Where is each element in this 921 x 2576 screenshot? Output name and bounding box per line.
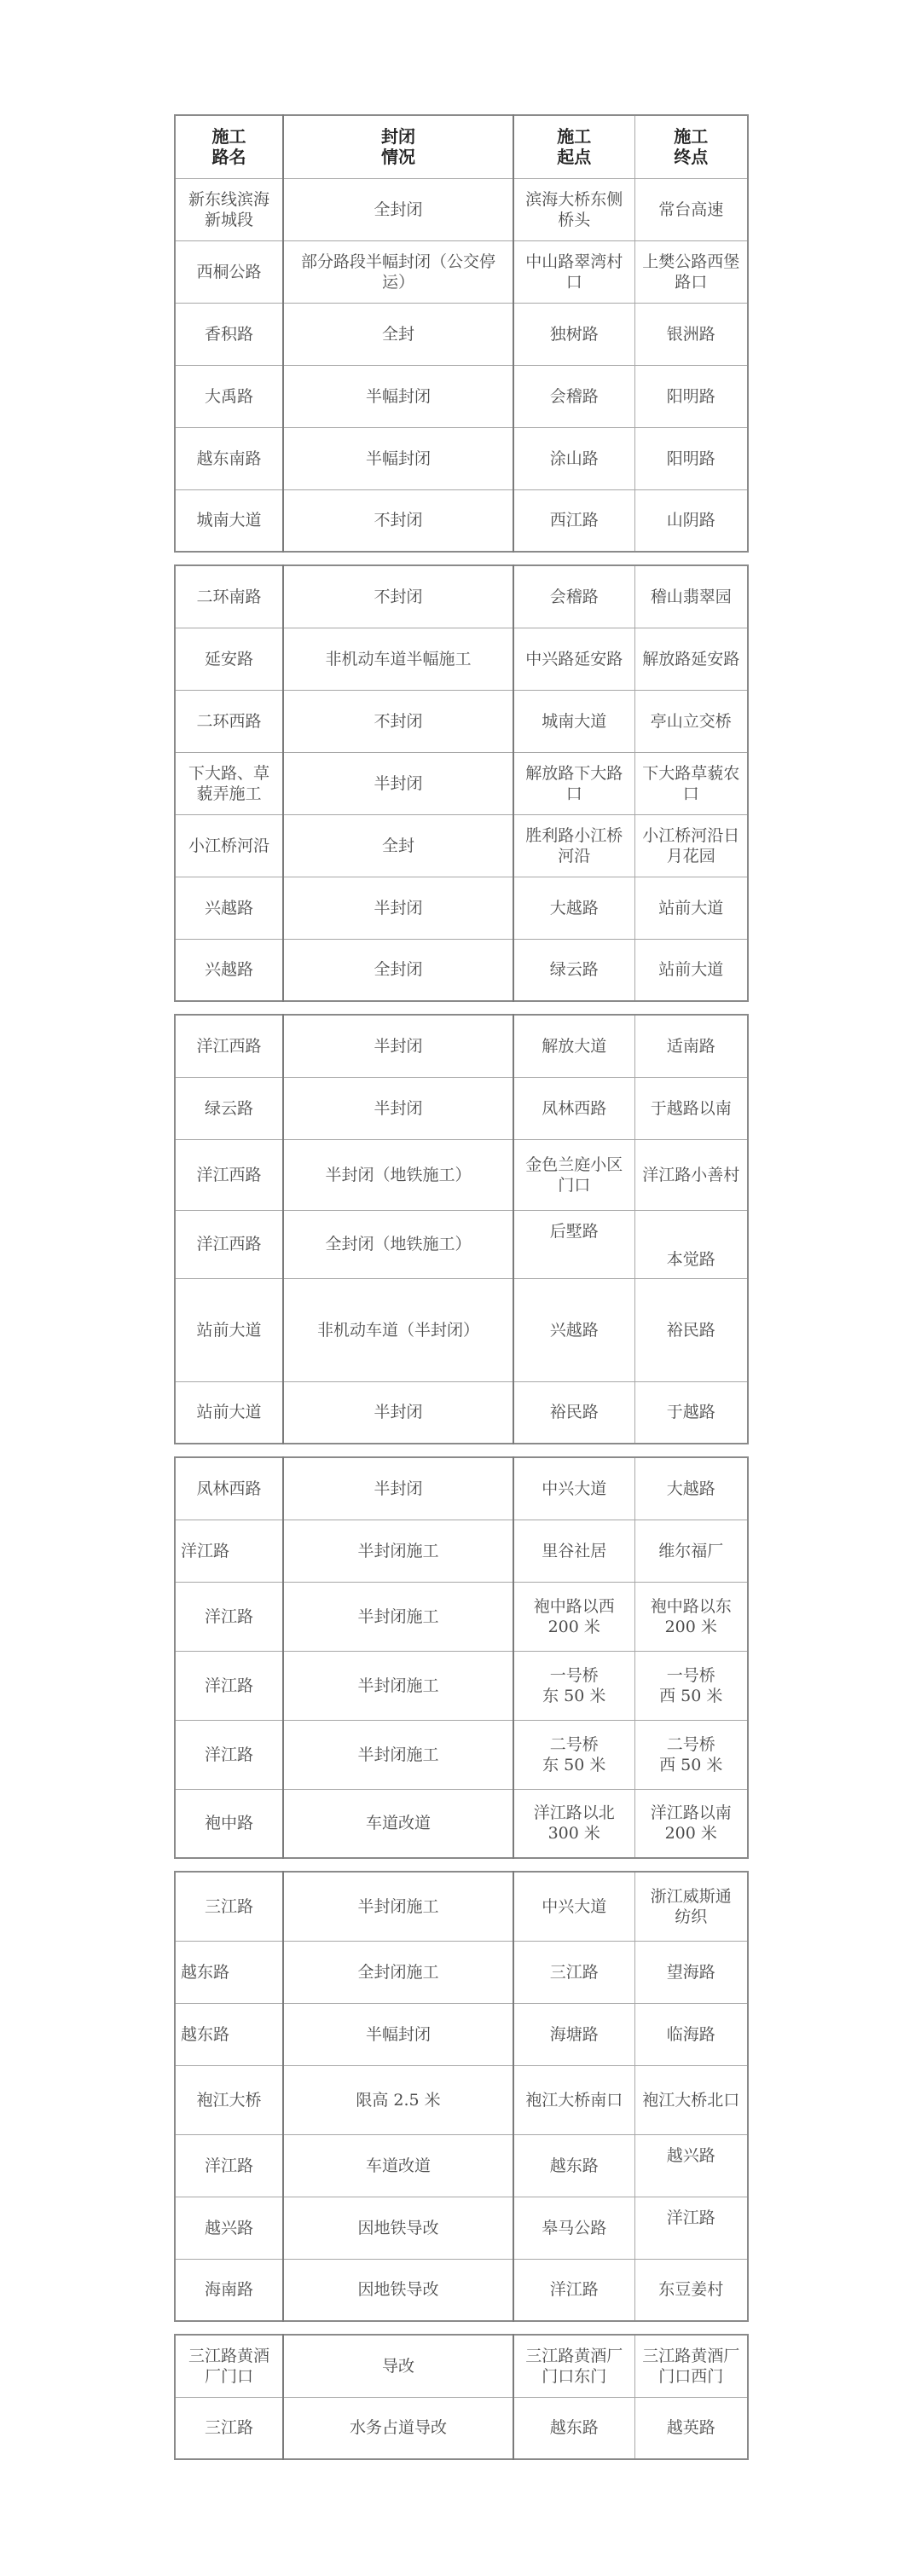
end-point-cell: 站前大道 [634, 877, 748, 939]
table-row [175, 240, 748, 303]
start-point-cell: 里谷社居 [513, 1520, 634, 1582]
start-point-cell: 皋马公路 [513, 2197, 634, 2259]
table-row [175, 1941, 748, 2003]
road-name-cell: 绿云路 [175, 1077, 283, 1139]
closure-status-cell: 非机动车道（半封闭） [283, 1278, 513, 1381]
end-point-cell: 洋江路小善村 [634, 1139, 748, 1210]
end-point-cell: 望海路 [634, 1941, 748, 2003]
road-name-cell: 兴越路 [175, 939, 283, 1001]
start-point-cell: 中兴路延安路 [513, 628, 634, 690]
road-works-table-3 [174, 1014, 749, 1444]
table-header-row [175, 115, 748, 178]
end-point-cell: 山阴路 [634, 489, 748, 552]
start-point-cell: 凤林西路 [513, 1077, 634, 1139]
table-row [175, 814, 748, 877]
table-row [175, 1278, 748, 1381]
header-end-point: 施工 终点 [634, 115, 748, 178]
end-point-cell: 稽山翡翠园 [634, 565, 748, 628]
table-row [175, 2259, 748, 2321]
end-point-cell: 袍江大桥北口 [634, 2065, 748, 2134]
end-point-cell: 阳明路 [634, 427, 748, 489]
table-row [175, 489, 748, 552]
road-name-cell: 城南大道 [175, 489, 283, 552]
end-point-cell: 解放路延安路 [634, 628, 748, 690]
closure-status-cell: 半幅封闭 [283, 427, 513, 489]
closure-status-cell: 车道改道 [283, 1789, 513, 1858]
start-point-cell: 城南大道 [513, 690, 634, 752]
table-row [175, 1872, 748, 1941]
end-point-cell: 裕民路 [634, 1278, 748, 1381]
end-point-cell: 洋江路 [634, 2197, 748, 2259]
road-name-cell: 洋江路 [175, 1520, 283, 1582]
road-name-cell: 袍中路 [175, 1789, 283, 1858]
start-point-cell: 一号桥 东 50 米 [513, 1651, 634, 1720]
closure-status-cell: 半幅封闭 [283, 365, 513, 427]
closure-status-cell: 不封闭 [283, 489, 513, 552]
road-works-table-4 [174, 1456, 749, 1859]
start-point-cell: 解放路下大路口 [513, 752, 634, 814]
road-name-cell: 下大路、草藐弄施工 [175, 752, 283, 814]
table-row [175, 752, 748, 814]
road-name-cell: 洋江路 [175, 1720, 283, 1789]
start-point-cell: 海塘路 [513, 2003, 634, 2065]
road-works-table-2 [174, 564, 749, 1002]
end-point-cell: 东豆姜村 [634, 2259, 748, 2321]
road-name-cell: 小江桥河沿 [175, 814, 283, 877]
start-point-cell: 袍中路以西 200 米 [513, 1582, 634, 1651]
closure-status-cell: 半封闭 [283, 1457, 513, 1520]
closure-status-cell: 导改 [283, 2335, 513, 2397]
table-row [175, 628, 748, 690]
start-point-cell: 独树路 [513, 303, 634, 365]
table-row [175, 2335, 748, 2397]
start-point-cell: 越东路 [513, 2397, 634, 2459]
start-point-cell: 涂山路 [513, 427, 634, 489]
closure-status-cell: 全封闭（地铁施工） [283, 1210, 513, 1278]
start-point-cell: 中兴大道 [513, 1457, 634, 1520]
end-point-cell: 三江路黄酒厂门口西门 [634, 2335, 748, 2397]
start-point-cell: 大越路 [513, 877, 634, 939]
closure-status-cell: 半封闭 [283, 1077, 513, 1139]
table-row [175, 877, 748, 939]
table-row [175, 1015, 748, 1077]
start-point-cell: 会稽路 [513, 365, 634, 427]
road-works-table-1 [174, 114, 749, 553]
road-works-table-5 [174, 1871, 749, 2322]
table-row [175, 178, 748, 240]
start-point-cell: 兴越路 [513, 1278, 634, 1381]
end-point-cell: 阳明路 [634, 365, 748, 427]
table-row [175, 1720, 748, 1789]
road-name-cell: 越东南路 [175, 427, 283, 489]
table-row [175, 565, 748, 628]
table-row [175, 1210, 748, 1278]
start-point-cell: 三江路黄酒厂门口东门 [513, 2335, 634, 2397]
road-name-cell: 袍江大桥 [175, 2065, 283, 2134]
end-point-cell: 洋江路以南 200 米 [634, 1789, 748, 1858]
end-point-cell: 袍中路以东 200 米 [634, 1582, 748, 1651]
road-name-cell: 站前大道 [175, 1278, 283, 1381]
closure-status-cell: 全封闭施工 [283, 1941, 513, 2003]
end-point-cell: 亭山立交桥 [634, 690, 748, 752]
start-point-cell: 洋江路以北 300 米 [513, 1789, 634, 1858]
closure-status-cell: 全封 [283, 303, 513, 365]
end-point-cell: 临海路 [634, 2003, 748, 2065]
end-point-cell: 一号桥 西 50 米 [634, 1651, 748, 1720]
end-point-cell: 本觉路 [634, 1210, 748, 1278]
closure-status-cell: 全封 [283, 814, 513, 877]
table-row [175, 2065, 748, 2134]
closure-status-cell: 限高 2.5 米 [283, 2065, 513, 2134]
road-name-cell: 延安路 [175, 628, 283, 690]
road-name-cell: 越东路 [175, 2003, 283, 2065]
start-point-cell: 三江路 [513, 1941, 634, 2003]
road-works-table-6 [174, 2334, 749, 2460]
start-point-cell: 西江路 [513, 489, 634, 552]
end-point-cell: 大越路 [634, 1457, 748, 1520]
table-row [175, 1077, 748, 1139]
start-point-cell: 滨海大桥东侧桥头 [513, 178, 634, 240]
road-name-cell: 洋江西路 [175, 1015, 283, 1077]
road-name-cell: 洋江路 [175, 1651, 283, 1720]
table-row [175, 365, 748, 427]
closure-status-cell: 因地铁导改 [283, 2259, 513, 2321]
start-point-cell: 中兴大道 [513, 1872, 634, 1941]
table-row [175, 2197, 748, 2259]
end-point-cell: 二号桥 西 50 米 [634, 1720, 748, 1789]
start-point-cell: 裕民路 [513, 1381, 634, 1444]
table-row [175, 2003, 748, 2065]
road-name-cell: 洋江西路 [175, 1210, 283, 1278]
road-name-cell: 兴越路 [175, 877, 283, 939]
end-point-cell: 小江桥河沿日月花园 [634, 814, 748, 877]
start-point-cell: 绿云路 [513, 939, 634, 1001]
closure-status-cell: 半封闭 [283, 1381, 513, 1444]
end-point-cell: 越兴路 [634, 2134, 748, 2197]
closure-status-cell: 半封闭 [283, 752, 513, 814]
header-road-name: 施工 路名 [175, 115, 283, 178]
road-name-cell: 越东路 [175, 1941, 283, 2003]
start-point-cell: 越东路 [513, 2134, 634, 2197]
end-point-cell: 越英路 [634, 2397, 748, 2459]
closure-status-cell: 半封闭施工 [283, 1651, 513, 1720]
road-name-cell: 洋江西路 [175, 1139, 283, 1210]
start-point-cell: 解放大道 [513, 1015, 634, 1077]
closure-status-cell: 半封闭（地铁施工） [283, 1139, 513, 1210]
header-closure-status: 封闭 情况 [283, 115, 513, 178]
table-row [175, 1381, 748, 1444]
road-name-cell: 二环西路 [175, 690, 283, 752]
end-point-cell: 浙江威斯通 纺织 [634, 1872, 748, 1941]
start-point-cell: 中山路翠湾村口 [513, 240, 634, 303]
road-name-cell: 洋江路 [175, 1582, 283, 1651]
start-point-cell: 金色兰庭小区门口 [513, 1139, 634, 1210]
table-row [175, 2397, 748, 2459]
road-works-document [174, 114, 747, 2472]
closure-status-cell: 半封闭施工 [283, 1582, 513, 1651]
road-name-cell: 二环南路 [175, 565, 283, 628]
road-name-cell: 三江路 [175, 1872, 283, 1941]
end-point-cell: 常台高速 [634, 178, 748, 240]
closure-status-cell: 半封闭施工 [283, 1720, 513, 1789]
end-point-cell: 下大路草藐农口 [634, 752, 748, 814]
road-name-cell: 凤林西路 [175, 1457, 283, 1520]
table-row [175, 1457, 748, 1520]
end-point-cell: 于越路 [634, 1381, 748, 1444]
road-name-cell: 海南路 [175, 2259, 283, 2321]
table-row [175, 1789, 748, 1858]
table-row [175, 427, 748, 489]
road-name-cell: 洋江路 [175, 2134, 283, 2197]
road-name-cell: 三江路黄酒厂门口 [175, 2335, 283, 2397]
table-row [175, 1582, 748, 1651]
closure-status-cell: 半封闭施工 [283, 1520, 513, 1582]
table-row [175, 1651, 748, 1720]
road-name-cell: 香积路 [175, 303, 283, 365]
closure-status-cell: 不封闭 [283, 690, 513, 752]
table-row [175, 690, 748, 752]
end-point-cell: 银洲路 [634, 303, 748, 365]
start-point-cell: 后墅路 [513, 1210, 634, 1278]
road-name-cell: 三江路 [175, 2397, 283, 2459]
closure-status-cell: 不封闭 [283, 565, 513, 628]
closure-status-cell: 车道改道 [283, 2134, 513, 2197]
table-row [175, 303, 748, 365]
closure-status-cell: 非机动车道半幅施工 [283, 628, 513, 690]
road-name-cell: 大禹路 [175, 365, 283, 427]
closure-status-cell: 因地铁导改 [283, 2197, 513, 2259]
closure-status-cell: 水务占道导改 [283, 2397, 513, 2459]
start-point-cell: 二号桥 东 50 米 [513, 1720, 634, 1789]
road-name-cell: 站前大道 [175, 1381, 283, 1444]
closure-status-cell: 全封闭 [283, 178, 513, 240]
closure-status-cell: 全封闭 [283, 939, 513, 1001]
header-start-point: 施工 起点 [513, 115, 634, 178]
table-row [175, 1139, 748, 1210]
start-point-cell: 会稽路 [513, 565, 634, 628]
start-point-cell: 胜利路小江桥河沿 [513, 814, 634, 877]
end-point-cell: 站前大道 [634, 939, 748, 1001]
closure-status-cell: 部分路段半幅封闭（公交停运） [283, 240, 513, 303]
closure-status-cell: 半幅封闭 [283, 2003, 513, 2065]
end-point-cell: 维尔福厂 [634, 1520, 748, 1582]
closure-status-cell: 半封闭施工 [283, 1872, 513, 1941]
table-row [175, 939, 748, 1001]
end-point-cell: 于越路以南 [634, 1077, 748, 1139]
start-point-cell: 洋江路 [513, 2259, 634, 2321]
end-point-cell: 上樊公路西堡路口 [634, 240, 748, 303]
closure-status-cell: 半封闭 [283, 877, 513, 939]
road-name-cell: 越兴路 [175, 2197, 283, 2259]
end-point-cell: 适南路 [634, 1015, 748, 1077]
start-point-cell: 袍江大桥南口 [513, 2065, 634, 2134]
closure-status-cell: 半封闭 [283, 1015, 513, 1077]
road-name-cell: 新东线滨海新城段 [175, 178, 283, 240]
table-row [175, 2134, 748, 2197]
table-row [175, 1520, 748, 1582]
road-name-cell: 西桐公路 [175, 240, 283, 303]
